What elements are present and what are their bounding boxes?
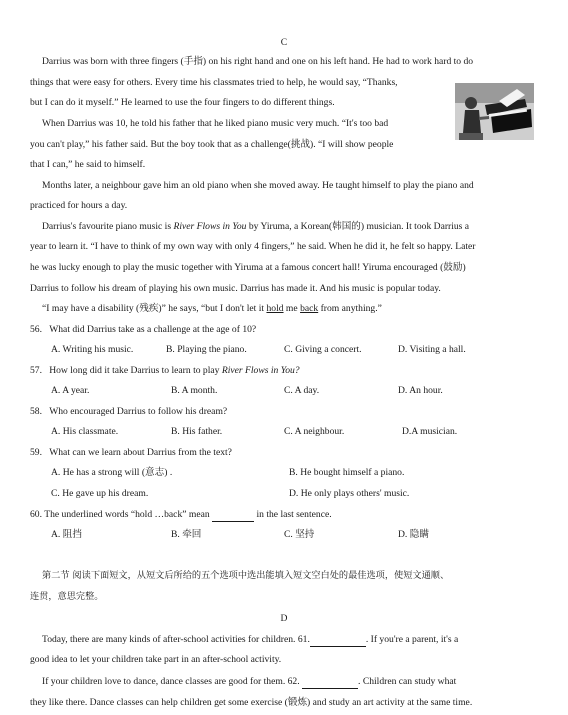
option-b[interactable]: B. He bought himself a piano.	[289, 467, 405, 478]
question-stem: What did Darrius take as a challenge at the age of 10?	[49, 324, 257, 335]
option-c[interactable]: C. A day.	[284, 385, 320, 396]
text-run: . If you're a parent, it's a	[365, 634, 459, 645]
song-title: River Flows in You	[173, 221, 247, 232]
question-stem: How long did it take Darrius to learn to play	[49, 365, 222, 376]
text-run: Darrius's favourite piano music is	[42, 221, 174, 232]
option-c[interactable]: C. He gave up his dream.	[51, 488, 149, 499]
answer-blank-62[interactable]	[302, 676, 358, 689]
question-60	[30, 509, 332, 522]
question-number: 59.	[30, 447, 42, 458]
question-57	[30, 365, 300, 377]
text-run: by Yiruma, a Korean(韩国的) musician. It took Darrius a	[246, 221, 470, 232]
question-59	[30, 447, 232, 459]
underlined-word: back	[300, 303, 319, 314]
passage-c-line: but I can do it myself.” He learned to use the four fingers to do different things.	[30, 97, 335, 108]
option-d[interactable]: D.A musician.	[402, 426, 458, 437]
question-58	[30, 406, 227, 418]
option-b[interactable]: B. 牵回	[171, 529, 202, 540]
question-stem: Who encouraged Darrius to follow his dream?	[49, 406, 228, 417]
passage-d-line	[42, 634, 458, 647]
passage-c-line: Darrius was born with three fingers (手指) on his right hand and one on his left hand. He had to work hard to do	[42, 56, 474, 67]
question-stem: What can we learn about Darrius from the text?	[49, 447, 232, 458]
song-title: River Flows in You?	[221, 365, 300, 376]
text-run: me	[283, 303, 301, 314]
option-d[interactable]: D. An hour.	[398, 385, 443, 396]
option-b[interactable]: B. A month.	[171, 385, 218, 396]
question-number: 56.	[30, 324, 42, 335]
section-d-title: D	[280, 613, 288, 624]
option-c[interactable]: C. 坚持	[284, 529, 315, 540]
passage-d-line: they like there. Dance classes can help children get some exercise (锻炼) and study an art activity at the same time.	[30, 697, 473, 708]
text-run: from anything.”	[318, 303, 382, 314]
answer-blank[interactable]	[212, 509, 254, 522]
question-56	[30, 324, 256, 336]
piano-illustration	[455, 83, 534, 140]
section-instructions: 连贯，意思完整。	[30, 591, 104, 602]
option-a[interactable]: A. A year.	[51, 385, 90, 396]
option-a[interactable]: A. Writing his music.	[51, 344, 134, 355]
passage-d-line	[42, 676, 456, 689]
passage-c-line	[42, 221, 469, 233]
section-instructions: 第二节 阅读下面短文，从短文后所给的五个选项中选出能填入短文空白处的最佳选项，使短文通顺、	[42, 570, 450, 581]
passage-c-line: he was lucky enough to play the music together with Yiruma at a famous concert hall! Yiruma encouraged (鼓励)	[30, 262, 466, 273]
option-d[interactable]: D. Visiting a hall.	[398, 344, 466, 355]
passage-c-line	[42, 303, 382, 315]
question-number: 60.	[30, 509, 42, 520]
question-stem: The underlined words “hold …back” mean	[44, 509, 210, 520]
option-b[interactable]: B. His father.	[171, 426, 223, 437]
option-a[interactable]: A. 阻挡	[51, 529, 82, 540]
passage-c-line: things that were easy for others. Every time his classmates tried to help, he would say, “Thanks,	[30, 77, 398, 88]
option-c[interactable]: C. Giving a concert.	[284, 344, 362, 355]
answer-blank-61[interactable]	[310, 634, 366, 647]
underlined-word: hold	[266, 303, 284, 314]
passage-c-line: year to learn it. “I have to think of my own way with only 4 fingers,” he said. When he did it, he felt so happy. Later	[30, 241, 476, 252]
passage-d-line: good idea to let your children take part in an after-school activity.	[30, 654, 282, 665]
text-run: . Children can study what	[358, 676, 457, 687]
passage-c-line: that I can,” he said to himself.	[30, 159, 146, 170]
text-run: If your children love to dance, dance classes are good for them. 62.	[42, 676, 300, 687]
piano-player-photo-icon	[455, 83, 534, 140]
option-b[interactable]: B. Playing the piano.	[166, 344, 247, 355]
passage-c-line: When Darrius was 10, he told his father that he liked piano music very much. “It's too bad	[42, 118, 389, 129]
option-d[interactable]: D. He only plays others' music.	[289, 488, 410, 499]
passage-c-line: Months later, a neighbour gave him an old piano when she moved away. He taught himself to play the piano and	[42, 180, 474, 191]
text-run: “I may have a disability (残疾)” he says, “but I don't let it	[42, 303, 267, 314]
text-run: Today, there are many kinds of after-school activities for children. 61.	[42, 634, 310, 645]
question-number: 57.	[30, 365, 42, 376]
option-c[interactable]: C. A neighbour.	[284, 426, 345, 437]
option-a[interactable]: A. He has a strong will (意志) .	[51, 467, 173, 478]
section-c-title: C	[280, 37, 288, 48]
option-d[interactable]: D. 隐瞒	[398, 529, 429, 540]
question-stem: in the last sentence.	[256, 509, 332, 520]
question-number: 58.	[30, 406, 42, 417]
passage-c-line: you can't play,” his father said. But the boy took that as a challenge(挑战). “I will show people	[30, 139, 394, 150]
option-a[interactable]: A. His classmate.	[51, 426, 119, 437]
passage-c-line: Darrius to follow his dream of playing his own music. Darrius has made it. And his music is popular today.	[30, 283, 441, 294]
passage-c-line: practiced for hours a day.	[30, 200, 128, 211]
